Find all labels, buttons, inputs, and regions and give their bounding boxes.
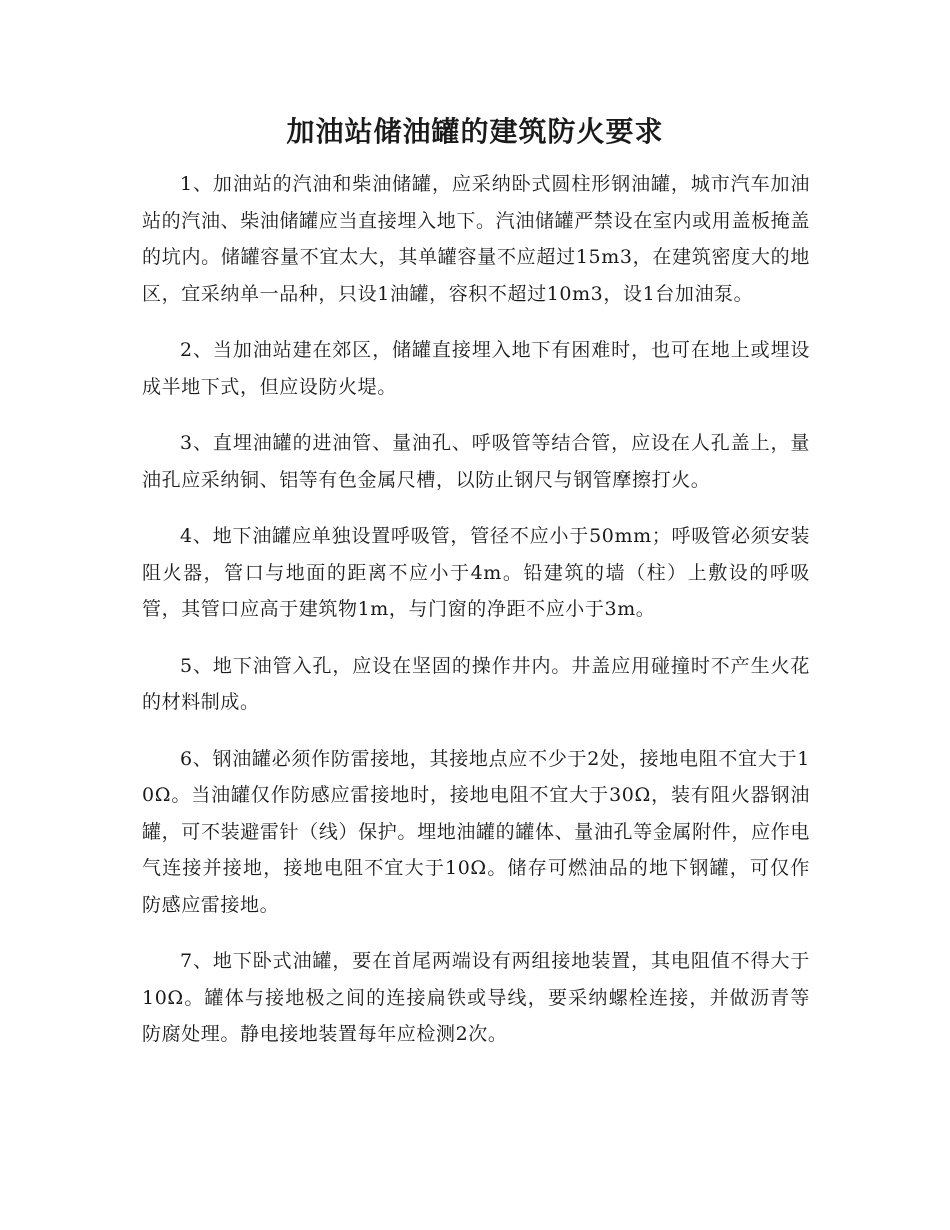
document-title: 加油站储油罐的建筑防火要求 bbox=[286, 115, 664, 148]
paragraph-3: 3、直埋油罐的进油管、量油孔、呼吸管等结合管，应设在人孔盖上，量油孔应采纳铜、铝等有色金属尺槽，以防止钢尺与钢管摩擦打火。 bbox=[142, 432, 810, 491]
paragraph-4: 4、地下油罐应单独设置呼吸管，管径不应小于50mm；呼吸管必须安装阻火器，管口与地面的距离不应小于4m。铅建筑的墙（柱）上敷设的呼吸管，其管口应高于建筑物1m，与门窗的净距不应小于3m。 bbox=[142, 525, 810, 620]
document-body bbox=[142, 166, 810, 1073]
paragraph-7: 7、地下卧式油罐，要在首尾两端设有两组接地装置，其电阻值不得大于10Ω。罐体与接地极之间的连接扁铁或导线，要采纳螺栓连接，并做沥青等防腐处理。静电接地装置每年应检测2次。 bbox=[142, 950, 810, 1045]
paragraph-2: 2、当加油站建在郊区，储罐直接埋入地下有困难时，也可在地上或埋设成半地下式，但应设防火堤。 bbox=[142, 339, 810, 398]
paragraph-6: 6、钢油罐必须作防雷接地，其接地点应不少于2处，接地电阻不宜大于10Ω。当油罐仅作防感应雷接地时，接地电阻不宜大于30Ω，装有阻火器钢油罐，可不装避雷针（线）保护。埋地油罐的罐体、量油孔等金属附件，应作电气连接并接地，接地电阻不宜大于10Ω。储存可燃油品的地下钢罐，可仅作防感应雷接地。 bbox=[142, 747, 810, 916]
paragraph-1: 1、加油站的汽油和柴油储罐，应采纳卧式圆柱形钢油罐，城市汽车加油站的汽油、柴油储罐应当直接埋入地下。汽油储罐严禁设在室内或用盖板掩盖的坑内。储罐容量不宜太大，其单罐容量不应超过15m3，在建筑密度大的地区，宜采纳单一品种，只设1油罐，容积不超过10m3，设1台加油泵。 bbox=[142, 173, 810, 305]
paragraph-5: 5、地下油管入孔，应设在坚固的操作井内。井盖应用碰撞时不产生火花的材料制成。 bbox=[142, 654, 810, 713]
